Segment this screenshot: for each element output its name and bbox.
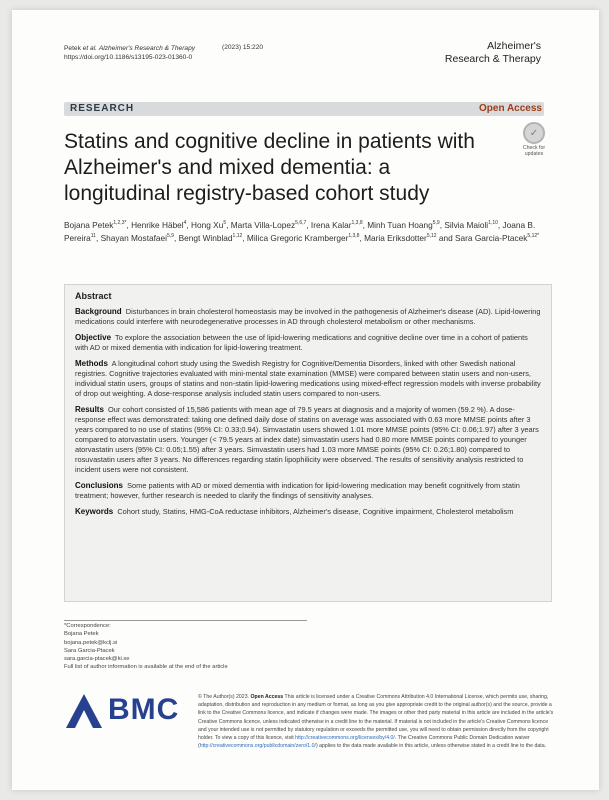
- author-name[interactable]: Bengt Winblad: [178, 233, 233, 243]
- article-title: Statins and cognitive decline in patients with Alzheimer's and mixed dementia: a longitudinal registry-based cohort study: [64, 130, 475, 205]
- author-info-note: Full list of author information is available at the end of the article: [64, 664, 228, 671]
- correspondence-block: [64, 622, 228, 672]
- abstract-objective: [75, 333, 541, 353]
- author-affiliation: 1,10: [488, 220, 498, 226]
- section-bar: [64, 102, 544, 116]
- author-affiliation: 5,12*: [527, 233, 540, 239]
- methods-label: Methods: [75, 359, 108, 368]
- check-updates-label: [517, 145, 551, 157]
- check-updates-line1: Check for: [522, 145, 546, 151]
- abstract-box: [64, 284, 552, 602]
- author-affiliation: 1,3,8: [348, 233, 360, 239]
- correspondence-email2[interactable]: sara.garcia-ptacek@ki.se: [64, 656, 130, 663]
- correspondence-email1[interactable]: bojana.petek@kclj.si: [64, 639, 118, 646]
- author-affiliation: 1,2,3*: [113, 220, 127, 226]
- results-text: Our cohort consisted of 15,586 patients with mean age of 79.5 years at diagnosis and a majority of women (59.2 %). A dose-response effect was demonstrated: taking one defined daily dose of statins on average was associated with 0.63 more MMSE points after 3 years compared to no use of statins (95% CI: 0.33;0.94). Simvastatin users showed 1.01 more MMSE points (95% CI: 0.06;1.97) after 3 years compared to atorvastatin users. Younger (< 79.5 years at index date) simvastatin users had 0.80 more MMSE points compared to younger atorvastatin users (95% CI: 0.05;1.55) after 3 years. Simvastatin users had 1.03 more MMSE points (95% CI: 0.26;1.80) compared to rosuvastatin users after 3 years. No differences regarding statin lipophilicity were observed. The results of sensitivity analysis restricted to incident users were not consistent.: [75, 405, 539, 474]
- abstract-results: [75, 405, 541, 475]
- license-oa-label: Open Access: [250, 694, 284, 700]
- author-name[interactable]: Sara Garcia-Ptacek: [455, 233, 528, 243]
- author-name[interactable]: Shayan Mostafaei: [100, 233, 167, 243]
- check-updates-line2: updates: [524, 151, 544, 157]
- check-updates-icon: ✓: [523, 122, 545, 144]
- author-affiliation: 5,9: [432, 220, 440, 226]
- author-affiliation: 5: [223, 220, 227, 226]
- correspondence-name1: Bojana Petek: [64, 631, 99, 638]
- abstract-methods: [75, 359, 541, 399]
- author-list: Bojana Petek$^{1,2,3*}$, Henrike Häbel$^4$, Hong Xu$^5$, Marta Villa-Lopez$^{5,6,7}$, Irena Kalar$^{1,3,8}$, Minh Tuan Hoang$^{5,9}$, Silvia Maioli$^{1,10}$, Joana B. Pereira$^{11}$, Shayan Mostafaei$^{5,9}$, Bengt Winblad$^{1,12}$, Milica Gregoric Kramberger$^{1,3,8}$, Maria Eriksdotter$^{5,12}$ and Sara Garcia-Ptacek$^{5,12*}$: [64, 220, 540, 243]
- journal-name-line1: Alzheimer's: [487, 40, 541, 52]
- section-label: RESEARCH: [70, 103, 135, 114]
- journal-name: [445, 40, 541, 66]
- check-for-updates-button[interactable]: [517, 122, 551, 157]
- keywords-label: Keywords: [75, 507, 114, 516]
- license-body-2: . The Creative Commons Public Domain Dedication waiver (: [198, 735, 530, 750]
- author-name[interactable]: Bojana Petek: [64, 220, 114, 230]
- author-name[interactable]: Minh Tuan Hoang: [367, 220, 433, 230]
- author-name[interactable]: Joana B. Pereira: [64, 220, 536, 243]
- author-affiliation: 11: [90, 233, 96, 239]
- author-affiliation: 5,9: [167, 233, 174, 239]
- doi-link[interactable]: https://doi.org/10.1186/s13195-023-01360-0: [64, 54, 193, 61]
- citation-block: [64, 44, 195, 62]
- license-body: This article is licensed under a Creative Commons Attribution 4.0 International License, which permits use, sharing, adaptation, distribution and reproduction in any medium or format, as long as you give appropriate credit to the original author(s) and the source, provide a link to the Creative Commons licence, and indicate if changes were made. The images or other third party material in this article are included in the article's Creative Commons licence, unless indicated otherwise in a credit line to the material. If material is not included in the article's Creative Commons licence and your intended use is not permitted by statutory regulation or exceeds the permitted use, you will need to obtain permission directly from the copyright holder. To view a copy of this licence, visit: [198, 694, 554, 742]
- author-and: and: [438, 233, 453, 243]
- author-affiliation: 5,12: [426, 233, 437, 239]
- author-name[interactable]: Henrike Häbel: [131, 220, 184, 230]
- results-label: Results: [75, 405, 104, 414]
- footnote-divider: [64, 620, 307, 621]
- author-name[interactable]: Milica Gregoric Kramberger: [246, 233, 349, 243]
- citation-author: Petek: [64, 45, 81, 52]
- author-name[interactable]: Irena Kalar: [310, 220, 352, 230]
- correspondence-heading: *Correspondence:: [64, 623, 111, 629]
- abstract-conclusions: [75, 481, 541, 501]
- author-name[interactable]: Hong Xu: [191, 220, 224, 230]
- background-text: Disturbances in brain cholesterol homeostasis may be involved in the pathogenesis of Alzheimer's disease (AD). Lipid-lowering medications could interfere with neurodegenerative processes in AD through cholesterol metabolism or other mechanisms.: [75, 307, 541, 326]
- conclusions-label: Conclusions: [75, 481, 124, 490]
- author-name[interactable]: Maria Eriksdotter: [364, 233, 427, 243]
- citation-etal: et al.: [82, 45, 98, 52]
- author-affiliation: 1,12: [232, 233, 243, 239]
- license-copyright: © The Author(s) 2023.: [198, 694, 250, 700]
- abstract-keywords: [75, 507, 541, 517]
- bmc-logo: [64, 690, 179, 730]
- bmc-logo-text: BMC: [108, 693, 180, 726]
- conclusions-text: Some patients with AD or mixed dementia with indication for lipid-lowering medication may benefit cognitively from statin treatment; however, further research is needed to clarify the findings of sensitivity analyses.: [75, 481, 520, 500]
- author-name[interactable]: Marta Villa-Lopez: [230, 220, 296, 230]
- author-affiliation: 1,3,8: [351, 220, 363, 226]
- methods-text: A longitudinal cohort study using the Swedish Registry for Cognitive/Dementia Disorders, linked with other Swedish national registries. Cognitive trajectories evaluated with mini-mental state examination (MMSE) were compared between statin users and non-users, individual statin users, groups of statins and non-statin lipid-lowering medications using mixed-effect regression models with inverse probability of drop out weighting. A dose-response analysis included statin users compared to non-users.: [75, 359, 541, 398]
- citation-journal: Alzheimer's Research & Therapy: [98, 45, 196, 52]
- license-text: [198, 693, 556, 750]
- correspondence-name2: Sara Garcia-Ptacek: [64, 647, 115, 654]
- license-link-by[interactable]: http://creativecommons.org/licenses/by/4.0/: [295, 735, 395, 742]
- objective-label: Objective: [75, 333, 112, 342]
- abstract-heading: Abstract: [75, 291, 112, 301]
- author-name[interactable]: Silvia Maioli: [444, 220, 489, 230]
- author-affiliation: 4: [183, 220, 187, 226]
- year-volume: (2023) 15:220: [222, 44, 264, 51]
- license-body-3: ) applies to the data made available in this article, unless otherwise stated in a credit line to the data.: [315, 743, 547, 750]
- abstract-background: [75, 307, 541, 327]
- license-link-zero[interactable]: http://creativecommons.org/publicdomain/zero/1.0/: [199, 743, 316, 750]
- author-affiliation: 5,6,7: [295, 220, 307, 226]
- background-label: Background: [75, 307, 122, 316]
- objective-text: To explore the association between the use of lipid-lowering medications and cognitive decline over time in a cohort of patients with AD or mixed dementia with indication for lipid-lowering treatment.: [75, 333, 528, 352]
- bmc-logo-icon: [64, 690, 104, 730]
- article-page: [12, 10, 599, 790]
- journal-name-line2: Research & Therapy: [444, 53, 541, 65]
- open-access-badge: Open Access: [479, 103, 542, 114]
- keywords-text: Cohort study, Statins, HMG-CoA reductase inhibitors, Alzheimer's disease, Cognitive impairment, Cholesterol metabolism: [117, 507, 514, 516]
